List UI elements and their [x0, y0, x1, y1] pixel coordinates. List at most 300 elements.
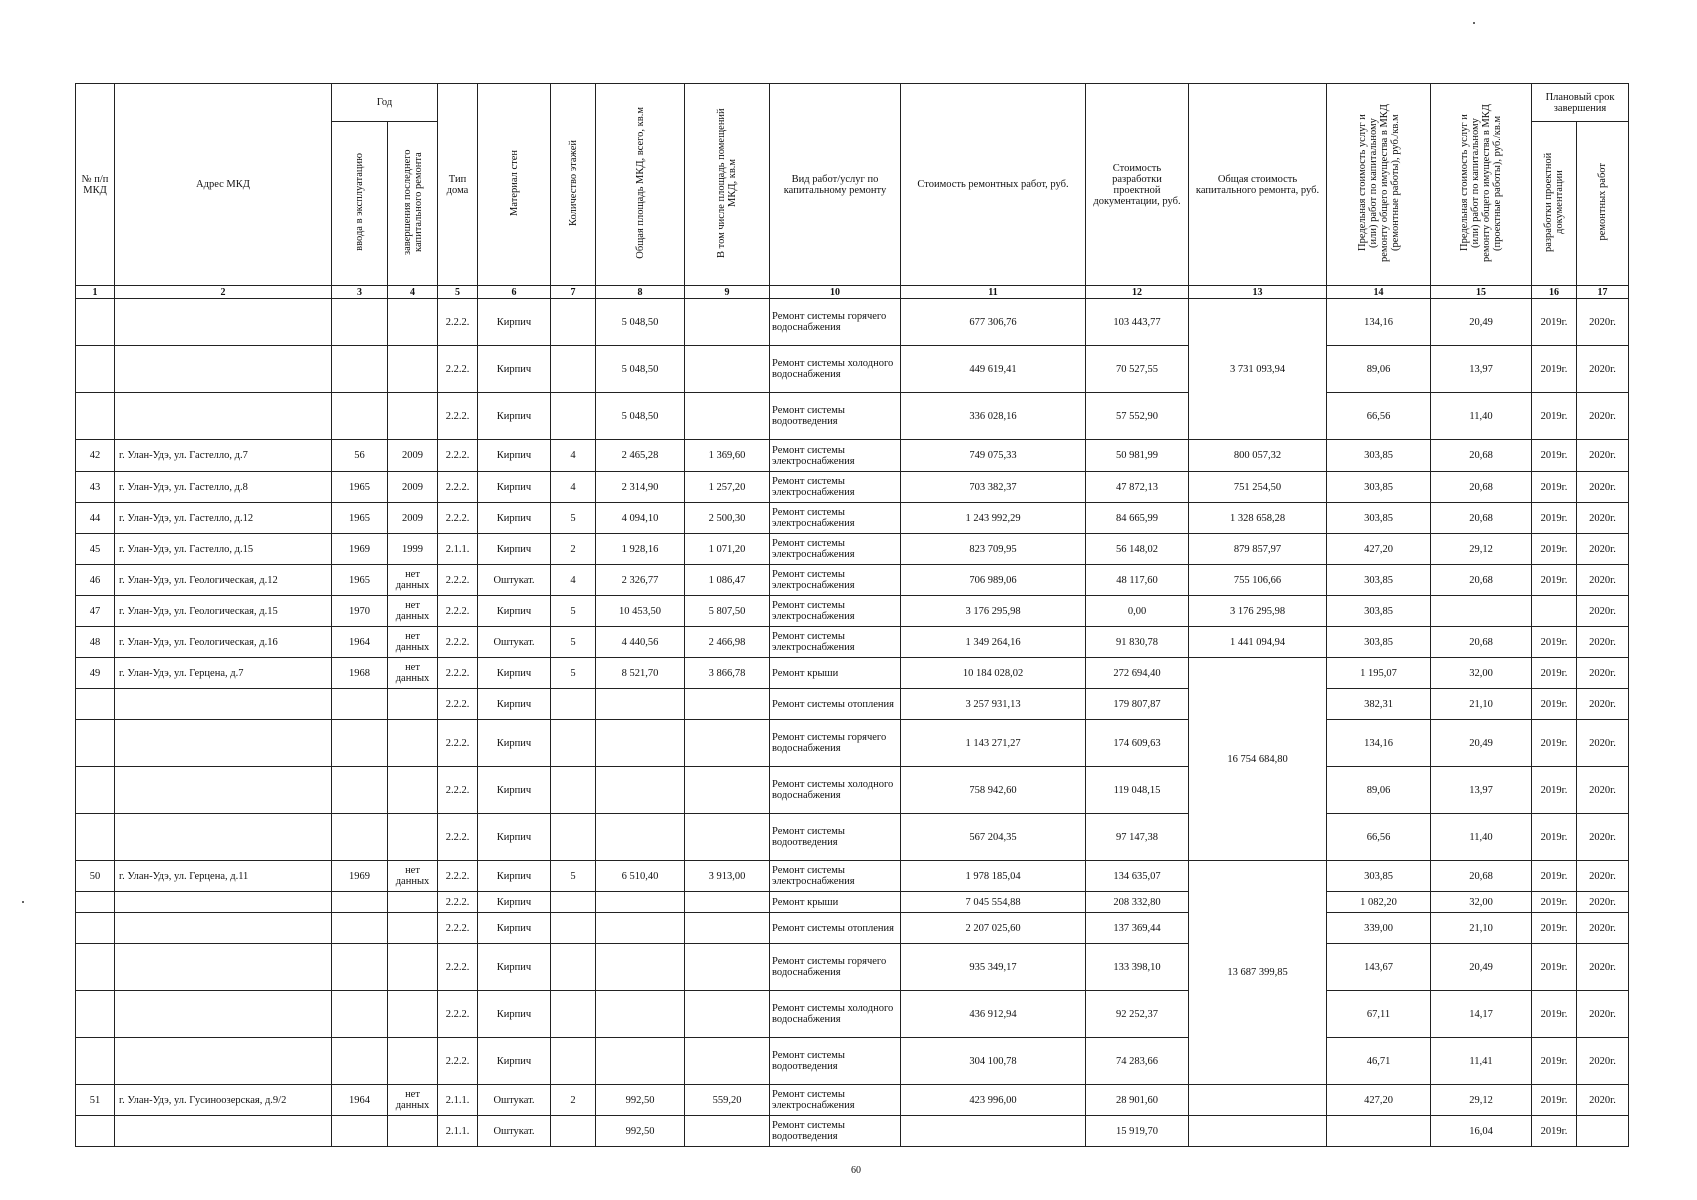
- floors-cell: [551, 1116, 596, 1147]
- row-number: [76, 944, 115, 991]
- address-cell: [115, 393, 332, 440]
- limit-design-cell: 20,68: [1431, 627, 1532, 658]
- repair-cost-cell: 336 028,16: [901, 393, 1086, 440]
- limit-design-cell: [1431, 596, 1532, 627]
- address-cell: г. Улан-Удэ, ул. Герцена, д.7: [115, 658, 332, 689]
- design-cost-cell: 50 981,99: [1086, 440, 1189, 472]
- plan-design-date-cell: 2019г.: [1532, 720, 1577, 767]
- table-row: [76, 1038, 1629, 1085]
- row-number: [76, 689, 115, 720]
- work-type-cell: Ремонт системы отопления: [770, 913, 901, 944]
- header-year: Год: [332, 84, 438, 122]
- address-cell: [115, 991, 332, 1038]
- address-cell: г. Улан-Удэ, ул. Геологическая, д.16: [115, 627, 332, 658]
- header-wall-material: Материал стен: [508, 150, 520, 216]
- design-cost-cell: 179 807,87: [1086, 689, 1189, 720]
- plan-repair-date-cell: 2020г.: [1577, 596, 1629, 627]
- wall-material-cell: Кирпич: [478, 1038, 551, 1085]
- table-row: [76, 658, 1629, 689]
- address-cell: [115, 913, 332, 944]
- year-last-repair-cell: [388, 1038, 438, 1085]
- floors-cell: [551, 346, 596, 393]
- house-type-cell: 2.2.2.: [438, 861, 478, 892]
- limit-design-cell: 29,12: [1431, 1085, 1532, 1116]
- limit-design-cell: 21,10: [1431, 689, 1532, 720]
- table-row: [76, 534, 1629, 565]
- plan-design-date-cell: 2019г.: [1532, 814, 1577, 861]
- year-last-repair-cell: [388, 346, 438, 393]
- wall-material-cell: Кирпич: [478, 913, 551, 944]
- house-type-cell: 2.2.2.: [438, 892, 478, 913]
- repair-cost-cell: 2 207 025,60: [901, 913, 1086, 944]
- plan-repair-date-cell: 2020г.: [1577, 767, 1629, 814]
- house-type-cell: 2.2.2.: [438, 944, 478, 991]
- floors-cell: 4: [551, 472, 596, 503]
- limit-repair-cell: 303,85: [1327, 565, 1431, 596]
- premises-area-cell: 1 086,47: [685, 565, 770, 596]
- wall-material-cell: Кирпич: [478, 393, 551, 440]
- plan-repair-date-cell: 2020г.: [1577, 627, 1629, 658]
- total-area-cell: [596, 814, 685, 861]
- col-number: 10: [770, 286, 901, 299]
- repair-cost-cell: 935 349,17: [901, 944, 1086, 991]
- total-cost-cell: 13 687 399,85: [1189, 861, 1327, 1085]
- col-number: 16: [1532, 286, 1577, 299]
- limit-design-cell: 11,40: [1431, 393, 1532, 440]
- limit-repair-cell: 134,16: [1327, 299, 1431, 346]
- address-cell: [115, 689, 332, 720]
- table-row: [76, 299, 1629, 346]
- header-year-last-repair: завершения последнего капитального ремонта: [401, 149, 424, 255]
- limit-repair-cell: 382,31: [1327, 689, 1431, 720]
- address-cell: [115, 346, 332, 393]
- total-area-cell: [596, 892, 685, 913]
- limit-repair-cell: 303,85: [1327, 627, 1431, 658]
- year-commission-cell: [332, 913, 388, 944]
- design-cost-cell: 92 252,37: [1086, 991, 1189, 1038]
- address-cell: г. Улан-Удэ, ул. Геологическая, д.12: [115, 565, 332, 596]
- floors-cell: [551, 892, 596, 913]
- design-cost-cell: 57 552,90: [1086, 393, 1189, 440]
- year-commission-cell: [332, 1116, 388, 1147]
- work-type-cell: Ремонт системы горячего водоснабжения: [770, 299, 901, 346]
- floors-cell: [551, 299, 596, 346]
- wall-material-cell: Кирпич: [478, 346, 551, 393]
- limit-design-cell: 20,68: [1431, 440, 1532, 472]
- limit-repair-cell: 303,85: [1327, 472, 1431, 503]
- design-cost-cell: 133 398,10: [1086, 944, 1189, 991]
- work-type-cell: Ремонт системы электроснабжения: [770, 565, 901, 596]
- work-type-cell: Ремонт системы горячего водоснабжения: [770, 720, 901, 767]
- plan-repair-date-cell: 2020г.: [1577, 534, 1629, 565]
- total-area-cell: 6 510,40: [596, 861, 685, 892]
- plan-design-date-cell: 2019г.: [1532, 393, 1577, 440]
- table-row: [76, 913, 1629, 944]
- total-cost-cell: [1189, 1116, 1327, 1147]
- premises-area-cell: [685, 299, 770, 346]
- plan-repair-date-cell: 2020г.: [1577, 299, 1629, 346]
- plan-repair-date-cell: 2020г.: [1577, 565, 1629, 596]
- plan-repair-date-cell: 2020г.: [1577, 892, 1629, 913]
- design-cost-cell: 208 332,80: [1086, 892, 1189, 913]
- plan-repair-date-cell: 2020г.: [1577, 346, 1629, 393]
- floors-cell: [551, 720, 596, 767]
- work-type-cell: Ремонт крыши: [770, 658, 901, 689]
- limit-repair-cell: 303,85: [1327, 596, 1431, 627]
- address-cell: г. Улан-Удэ, ул. Геологическая, д.15: [115, 596, 332, 627]
- premises-area-cell: 2 500,30: [685, 503, 770, 534]
- year-commission-cell: 1969: [332, 534, 388, 565]
- address-cell: г. Улан-Удэ, ул. Гастелло, д.8: [115, 472, 332, 503]
- work-type-cell: Ремонт системы водоотведения: [770, 393, 901, 440]
- wall-material-cell: Кирпич: [478, 944, 551, 991]
- plan-design-date-cell: 2019г.: [1532, 689, 1577, 720]
- address-cell: [115, 299, 332, 346]
- row-number: 43: [76, 472, 115, 503]
- limit-repair-cell: 303,85: [1327, 503, 1431, 534]
- limit-repair-cell: 427,20: [1327, 534, 1431, 565]
- year-commission-cell: 1964: [332, 1085, 388, 1116]
- capital-repair-table: [75, 83, 1629, 1147]
- design-cost-cell: 74 283,66: [1086, 1038, 1189, 1085]
- total-area-cell: 1 928,16: [596, 534, 685, 565]
- year-commission-cell: [332, 944, 388, 991]
- design-cost-cell: 70 527,55: [1086, 346, 1189, 393]
- house-type-cell: 2.2.2.: [438, 565, 478, 596]
- row-number: 49: [76, 658, 115, 689]
- design-cost-cell: 134 635,07: [1086, 861, 1189, 892]
- design-cost-cell: 48 117,60: [1086, 565, 1189, 596]
- floors-cell: 2: [551, 1085, 596, 1116]
- year-commission-cell: [332, 346, 388, 393]
- repair-cost-cell: 749 075,33: [901, 440, 1086, 472]
- year-commission-cell: 1965: [332, 565, 388, 596]
- total-area-cell: [596, 767, 685, 814]
- wall-material-cell: Кирпич: [478, 596, 551, 627]
- work-type-cell: Ремонт системы электроснабжения: [770, 472, 901, 503]
- table-row: [76, 720, 1629, 767]
- year-last-repair-cell: нет данных: [388, 627, 438, 658]
- premises-area-cell: [685, 689, 770, 720]
- work-type-cell: Ремонт системы электроснабжения: [770, 440, 901, 472]
- plan-repair-date-cell: 2020г.: [1577, 689, 1629, 720]
- header-total-cost: Общая стоимость капитального ремонта, руб.: [1189, 84, 1327, 286]
- year-last-repair-cell: нет данных: [388, 658, 438, 689]
- year-last-repair-cell: 1999: [388, 534, 438, 565]
- total-area-cell: 5 048,50: [596, 393, 685, 440]
- work-type-cell: Ремонт крыши: [770, 892, 901, 913]
- column-numbers-row: [76, 286, 1629, 299]
- total-area-cell: 4 440,56: [596, 627, 685, 658]
- limit-design-cell: 20,68: [1431, 861, 1532, 892]
- address-cell: [115, 814, 332, 861]
- year-commission-cell: 56: [332, 440, 388, 472]
- wall-material-cell: Кирпич: [478, 814, 551, 861]
- limit-design-cell: 13,97: [1431, 767, 1532, 814]
- repair-cost-cell: 304 100,78: [901, 1038, 1086, 1085]
- floors-cell: 4: [551, 565, 596, 596]
- work-type-cell: Ремонт системы электроснабжения: [770, 861, 901, 892]
- plan-repair-date-cell: 2020г.: [1577, 944, 1629, 991]
- year-last-repair-cell: нет данных: [388, 596, 438, 627]
- plan-design-date-cell: 2019г.: [1532, 627, 1577, 658]
- premises-area-cell: [685, 346, 770, 393]
- col-number: 5: [438, 286, 478, 299]
- floors-cell: [551, 1038, 596, 1085]
- year-commission-cell: [332, 720, 388, 767]
- wall-material-cell: Оштукат.: [478, 627, 551, 658]
- col-number: 6: [478, 286, 551, 299]
- header-repair-cost: Стоимость ремонтных работ, руб.: [901, 84, 1086, 286]
- year-commission-cell: 1970: [332, 596, 388, 627]
- table-row: [76, 346, 1629, 393]
- house-type-cell: 2.2.2.: [438, 627, 478, 658]
- premises-area-cell: 3 913,00: [685, 861, 770, 892]
- scan-speck: [1473, 22, 1475, 24]
- address-cell: г. Улан-Удэ, ул. Гусиноозерская, д.9/2: [115, 1085, 332, 1116]
- row-number: [76, 991, 115, 1038]
- design-cost-cell: 119 048,15: [1086, 767, 1189, 814]
- floors-cell: 5: [551, 503, 596, 534]
- total-area-cell: 2 465,28: [596, 440, 685, 472]
- table-header: [76, 84, 1629, 299]
- total-cost-cell: 1 328 658,28: [1189, 503, 1327, 534]
- col-number: 3: [332, 286, 388, 299]
- total-cost-cell: 3 731 093,94: [1189, 299, 1327, 440]
- wall-material-cell: Кирпич: [478, 503, 551, 534]
- table-row: [76, 767, 1629, 814]
- col-number: 2: [115, 286, 332, 299]
- floors-cell: 5: [551, 861, 596, 892]
- year-last-repair-cell: [388, 913, 438, 944]
- plan-design-date-cell: 2019г.: [1532, 1116, 1577, 1147]
- house-type-cell: 2.2.2.: [438, 913, 478, 944]
- plan-repair-date-cell: 2020г.: [1577, 393, 1629, 440]
- wall-material-cell: Кирпич: [478, 892, 551, 913]
- total-area-cell: [596, 689, 685, 720]
- work-type-cell: Ремонт системы электроснабжения: [770, 627, 901, 658]
- premises-area-cell: 2 466,98: [685, 627, 770, 658]
- limit-design-cell: 20,49: [1431, 720, 1532, 767]
- header-floors: Количество этажей: [567, 140, 579, 226]
- year-commission-cell: [332, 393, 388, 440]
- row-number: 47: [76, 596, 115, 627]
- row-number: [76, 720, 115, 767]
- plan-design-date-cell: 2019г.: [1532, 892, 1577, 913]
- total-cost-cell: [1189, 1085, 1327, 1116]
- row-number: [76, 892, 115, 913]
- house-type-cell: 2.1.1.: [438, 534, 478, 565]
- floors-cell: 5: [551, 627, 596, 658]
- address-cell: [115, 767, 332, 814]
- house-type-cell: 2.2.2.: [438, 503, 478, 534]
- row-number: 50: [76, 861, 115, 892]
- plan-design-date-cell: 2019г.: [1532, 503, 1577, 534]
- row-number: [76, 299, 115, 346]
- limit-design-cell: 32,00: [1431, 658, 1532, 689]
- house-type-cell: 2.1.1.: [438, 1116, 478, 1147]
- year-commission-cell: [332, 299, 388, 346]
- plan-design-date-cell: 2019г.: [1532, 472, 1577, 503]
- limit-repair-cell: 89,06: [1327, 767, 1431, 814]
- house-type-cell: 2.2.2.: [438, 596, 478, 627]
- plan-repair-date-cell: 2020г.: [1577, 861, 1629, 892]
- house-type-cell: 2.2.2.: [438, 991, 478, 1038]
- address-cell: [115, 1116, 332, 1147]
- col-number: 14: [1327, 286, 1431, 299]
- header-plan-repair: ремонтных работ: [1597, 163, 1608, 241]
- house-type-cell: 2.2.2.: [438, 346, 478, 393]
- floors-cell: [551, 767, 596, 814]
- plan-design-date-cell: [1532, 596, 1577, 627]
- plan-design-date-cell: 2019г.: [1532, 1085, 1577, 1116]
- floors-cell: [551, 913, 596, 944]
- total-area-cell: [596, 720, 685, 767]
- header-design-cost: Стоимость разработки проектной документации, руб.: [1086, 84, 1189, 286]
- limit-repair-cell: 303,85: [1327, 440, 1431, 472]
- year-last-repair-cell: [388, 393, 438, 440]
- house-type-cell: 2.2.2.: [438, 720, 478, 767]
- table-row: [76, 861, 1629, 892]
- year-last-repair-cell: 2009: [388, 503, 438, 534]
- limit-design-cell: 20,68: [1431, 503, 1532, 534]
- row-number: [76, 814, 115, 861]
- house-type-cell: 2.1.1.: [438, 1085, 478, 1116]
- year-commission-cell: 1965: [332, 472, 388, 503]
- limit-design-cell: 21,10: [1431, 913, 1532, 944]
- floors-cell: 5: [551, 596, 596, 627]
- design-cost-cell: 28 901,60: [1086, 1085, 1189, 1116]
- plan-repair-date-cell: [1577, 1116, 1629, 1147]
- limit-design-cell: 16,04: [1431, 1116, 1532, 1147]
- address-cell: [115, 720, 332, 767]
- repair-cost-cell: 423 996,00: [901, 1085, 1086, 1116]
- table-row: [76, 1116, 1629, 1147]
- address-cell: [115, 892, 332, 913]
- header-num: № п/п МКД: [76, 84, 115, 286]
- table-row: [76, 440, 1629, 472]
- wall-material-cell: Кирпич: [478, 991, 551, 1038]
- plan-design-date-cell: 2019г.: [1532, 861, 1577, 892]
- row-number: [76, 913, 115, 944]
- address-cell: [115, 944, 332, 991]
- year-commission-cell: 1969: [332, 861, 388, 892]
- limit-repair-cell: 66,56: [1327, 814, 1431, 861]
- table-row: [76, 627, 1629, 658]
- plan-repair-date-cell: 2020г.: [1577, 814, 1629, 861]
- limit-repair-cell: 134,16: [1327, 720, 1431, 767]
- repair-cost-cell: 567 204,35: [901, 814, 1086, 861]
- row-number: 42: [76, 440, 115, 472]
- row-number: [76, 393, 115, 440]
- year-last-repair-cell: [388, 299, 438, 346]
- year-commission-cell: [332, 892, 388, 913]
- premises-area-cell: [685, 1038, 770, 1085]
- plan-repair-date-cell: 2020г.: [1577, 503, 1629, 534]
- header-limit-design: Предельная стоимость услуг и (или) работ по капитальному ремонту общего имущества в МКД (проектные работы), руб./кв.м: [1459, 104, 1503, 262]
- repair-cost-cell: 823 709,95: [901, 534, 1086, 565]
- row-number: 48: [76, 627, 115, 658]
- total-area-cell: 2 326,77: [596, 565, 685, 596]
- design-cost-cell: 272 694,40: [1086, 658, 1189, 689]
- total-cost-cell: 3 176 295,98: [1189, 596, 1327, 627]
- house-type-cell: 2.2.2.: [438, 767, 478, 814]
- header-year-commission: ввода в эксплуатацию: [354, 153, 365, 251]
- address-cell: г. Улан-Удэ, ул. Герцена, д.11: [115, 861, 332, 892]
- total-area-cell: [596, 991, 685, 1038]
- premises-area-cell: [685, 892, 770, 913]
- header-plan-design: разработки проектной документации: [1543, 152, 1565, 252]
- design-cost-cell: 47 872,13: [1086, 472, 1189, 503]
- row-number: 44: [76, 503, 115, 534]
- plan-design-date-cell: 2019г.: [1532, 346, 1577, 393]
- wall-material-cell: Оштукат.: [478, 1085, 551, 1116]
- plan-design-date-cell: 2019г.: [1532, 534, 1577, 565]
- plan-design-date-cell: 2019г.: [1532, 991, 1577, 1038]
- floors-cell: [551, 814, 596, 861]
- premises-area-cell: [685, 814, 770, 861]
- col-number: 15: [1431, 286, 1532, 299]
- wall-material-cell: Оштукат.: [478, 565, 551, 596]
- plan-repair-date-cell: 2020г.: [1577, 658, 1629, 689]
- total-area-cell: 992,50: [596, 1085, 685, 1116]
- table-row: [76, 596, 1629, 627]
- total-area-cell: [596, 944, 685, 991]
- plan-repair-date-cell: 2020г.: [1577, 720, 1629, 767]
- floors-cell: [551, 944, 596, 991]
- total-area-cell: 5 048,50: [596, 299, 685, 346]
- design-cost-cell: 91 830,78: [1086, 627, 1189, 658]
- row-number: [76, 1038, 115, 1085]
- year-last-repair-cell: [388, 720, 438, 767]
- total-cost-cell: 16 754 684,80: [1189, 658, 1327, 861]
- house-type-cell: 2.2.2.: [438, 299, 478, 346]
- house-type-cell: 2.2.2.: [438, 393, 478, 440]
- address-cell: г. Улан-Удэ, ул. Гастелло, д.12: [115, 503, 332, 534]
- plan-repair-date-cell: 2020г.: [1577, 913, 1629, 944]
- floors-cell: 2: [551, 534, 596, 565]
- year-last-repair-cell: 2009: [388, 440, 438, 472]
- total-area-cell: 4 094,10: [596, 503, 685, 534]
- header-address: Адрес МКД: [115, 84, 332, 286]
- house-type-cell: 2.2.2.: [438, 658, 478, 689]
- col-number: 7: [551, 286, 596, 299]
- row-number: 45: [76, 534, 115, 565]
- repair-cost-cell: 3 176 295,98: [901, 596, 1086, 627]
- premises-area-cell: 1 369,60: [685, 440, 770, 472]
- design-cost-cell: 137 369,44: [1086, 913, 1189, 944]
- premises-area-cell: 3 866,78: [685, 658, 770, 689]
- premises-area-cell: 1 071,20: [685, 534, 770, 565]
- col-number: 8: [596, 286, 685, 299]
- plan-design-date-cell: 2019г.: [1532, 299, 1577, 346]
- plan-design-date-cell: 2019г.: [1532, 1038, 1577, 1085]
- floors-cell: [551, 991, 596, 1038]
- row-number: [76, 1116, 115, 1147]
- header-total-area: Общая площадь МКД, всего, кв.м: [634, 107, 646, 259]
- table-row: [76, 393, 1629, 440]
- scan-speck: [22, 901, 24, 903]
- limit-repair-cell: 143,67: [1327, 944, 1431, 991]
- work-type-cell: Ремонт системы отопления: [770, 689, 901, 720]
- year-last-repair-cell: [388, 814, 438, 861]
- plan-design-date-cell: 2019г.: [1532, 944, 1577, 991]
- table-row: [76, 565, 1629, 596]
- year-commission-cell: 1964: [332, 627, 388, 658]
- limit-repair-cell: 339,00: [1327, 913, 1431, 944]
- year-commission-cell: 1968: [332, 658, 388, 689]
- total-area-cell: 10 453,50: [596, 596, 685, 627]
